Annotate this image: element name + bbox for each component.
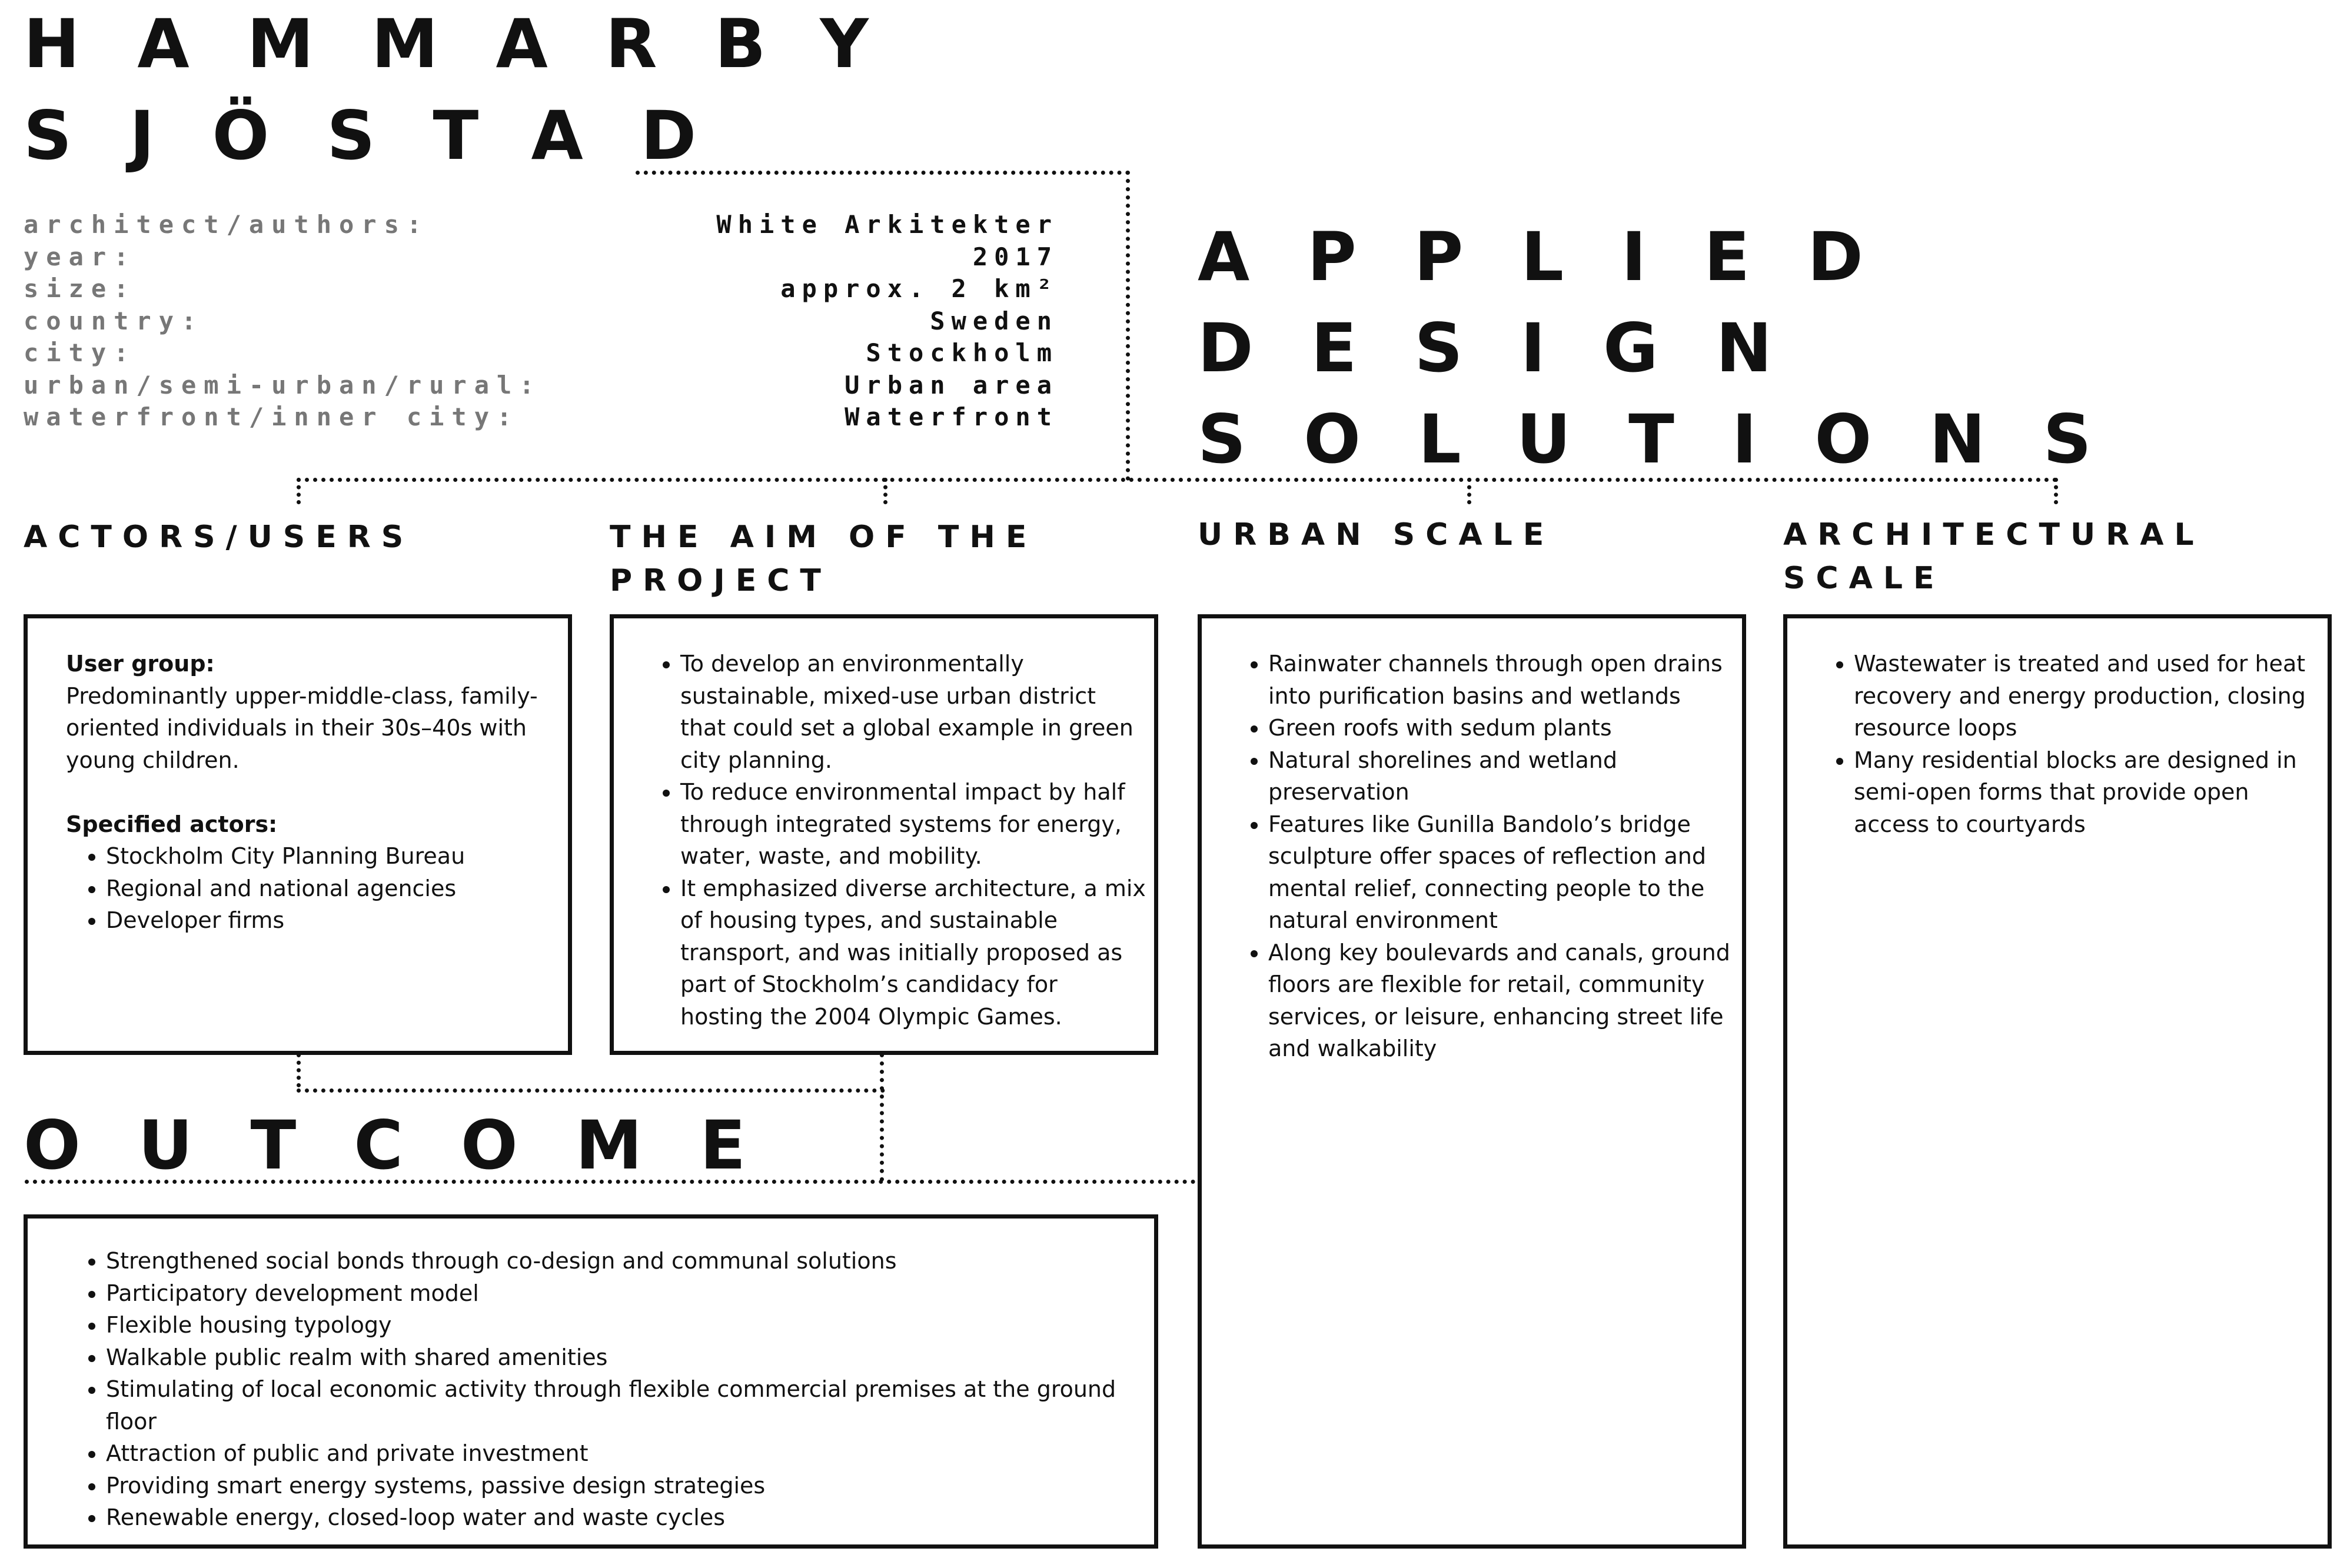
info-value: 2017 xyxy=(972,242,1058,271)
list-item: • Green roofs with sedum plants xyxy=(1268,712,1734,744)
applied-heading-line3: SOLUTIONS xyxy=(1198,400,2149,478)
list-item: • Stockholm City Planning Bureau xyxy=(106,840,548,873)
info-label: year: xyxy=(24,242,137,271)
info-label: urban/semi-urban/rural: xyxy=(24,370,542,400)
list-item: • Rainwater channels through open drains into purification basins and wetlands xyxy=(1268,648,1734,712)
title-connector-vertical xyxy=(1126,171,1130,481)
applied-heading-line2: DESIGN xyxy=(1198,309,1830,387)
info-value: Waterfront xyxy=(845,402,1058,431)
aim-outcome-connector xyxy=(880,1053,884,1181)
architectural-list xyxy=(1814,648,2320,840)
specified-actors-list xyxy=(66,840,548,937)
project-title-line2: SJÖSTAD xyxy=(24,96,754,175)
actors-box xyxy=(24,614,572,1055)
architectural-connector xyxy=(2054,478,2058,504)
list-item: • Participatory development model xyxy=(106,1277,1137,1310)
info-label: waterfront/inner city: xyxy=(24,402,520,431)
list-item: • To develop an environmentally sustainable, mixed-use urban district that could set a global example in green city planning. xyxy=(680,648,1146,776)
list-item: • Developer firms xyxy=(106,904,548,937)
actors-heading: ACTORS/USERS xyxy=(24,520,414,555)
project-title-line1: HAMMARBY xyxy=(24,5,926,83)
applied-heading-line1: APPLIED xyxy=(1198,218,1921,296)
list-item: • Wastewater is treated and used for heat recovery and energy production, closing resource loops xyxy=(1854,648,2320,744)
architectural-heading: ARCHITECTURAL SCALE xyxy=(1783,517,2205,596)
list-item: • It emphasized diverse architecture, a mix of housing types, and sustainable transport, and was initially proposed as part of Stockholm’s candidacy for hosting the 2004 Olympic Games. xyxy=(680,873,1146,1033)
urban-list xyxy=(1228,648,1734,1065)
user-group-label: User group: xyxy=(66,651,215,677)
list-item: • Flexible housing typology xyxy=(106,1309,1137,1341)
list-item: • Stimulating of local economic activity through flexible commercial premises at the ground floor xyxy=(106,1373,1137,1437)
info-label: country: xyxy=(24,306,204,335)
urban-heading: URBAN SCALE xyxy=(1198,517,1555,552)
list-item: • Providing smart energy systems, passive design strategies xyxy=(106,1470,1137,1502)
architectural-box xyxy=(1783,614,2332,1549)
aim-box xyxy=(610,614,1158,1055)
list-item: • Attraction of public and private investment xyxy=(106,1437,1137,1470)
list-item: • Walkable public realm with shared amenities xyxy=(106,1341,1137,1374)
list-item: • Natural shorelines and wetland preservation xyxy=(1268,744,1734,808)
info-value: White Arkitekter xyxy=(716,210,1058,239)
actors-outcome-connector xyxy=(297,1053,301,1087)
info-value: approx. 2 km² xyxy=(780,274,1058,303)
list-item: • Regional and national agencies xyxy=(106,873,548,905)
actors-connector xyxy=(297,478,301,504)
info-label: architect/authors: xyxy=(24,210,430,239)
list-item: • Many residential blocks are designed in semi-open forms that provide open access to courtyards xyxy=(1854,744,2320,841)
info-values xyxy=(716,209,1058,434)
info-label: city: xyxy=(24,338,137,367)
aim-list xyxy=(640,648,1146,1033)
outcome-box xyxy=(24,1214,1158,1549)
list-item: • Renewable energy, closed-loop water and waste cycles xyxy=(106,1502,1137,1534)
info-labels xyxy=(24,209,542,434)
info-value: Stockholm xyxy=(866,338,1058,367)
list-item: • Strengthened social bonds through co-design and communal solutions xyxy=(106,1245,1137,1277)
urban-connector xyxy=(1467,478,1471,504)
info-value: Sweden xyxy=(930,306,1058,335)
aim-heading: THE AIM OF THE PROJECT xyxy=(610,520,1038,598)
list-item: • Features like Gunilla Bandolo’s bridge sculpture offer spaces of reflection and mental relief, connecting people to the natural environment xyxy=(1268,808,1734,937)
urban-box xyxy=(1198,614,1746,1549)
specified-actors-label: Specified actors: xyxy=(66,811,278,837)
outcome-list xyxy=(66,1245,1137,1534)
user-group-text: Predominantly upper-middle-class, family-oriented individuals in their 30s–40s with young children. xyxy=(66,683,538,773)
info-label: size: xyxy=(24,274,137,303)
list-item: • To reduce environmental impact by half through integrated systems for energy, water, waste, and mobility. xyxy=(680,776,1146,873)
outcome-bridge-line xyxy=(297,1088,885,1093)
outcome-heading: OUTCOME xyxy=(24,1106,804,1184)
list-item: • Along key boulevards and canals, ground floors are flexible for retail, community services, or leisure, enhancing street life and walkability xyxy=(1268,937,1734,1065)
section-connector-line xyxy=(297,478,2058,482)
info-value: Urban area xyxy=(845,370,1058,400)
aim-connector xyxy=(883,478,887,504)
